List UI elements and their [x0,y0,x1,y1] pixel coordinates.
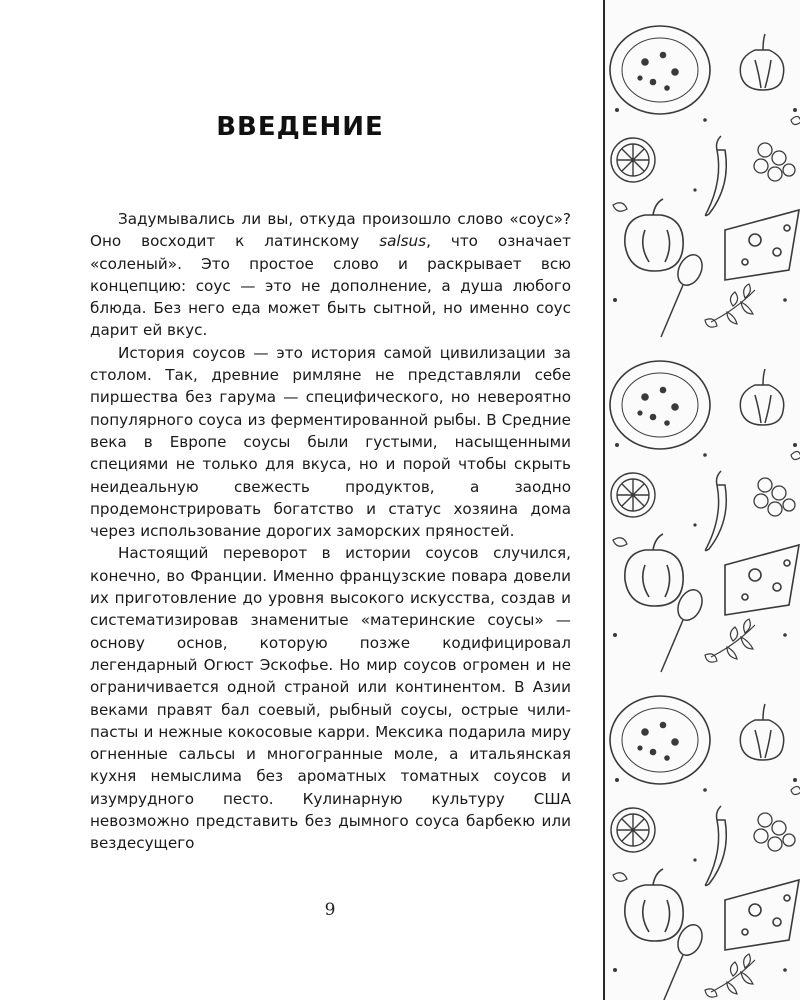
paragraph-2: История соусов — это история самой цивилизации за столом. Так, древние римляне не представляли себе пиршества без гарума — специфического, но невероятно популярного соуса из ферментированной рыбы. В Средние века в Европе соусы были густыми, насыщенными специями не только для вкуса, но и порой чтобы скрыть неидеальную свежесть продуктов, а заодно продемонстрировать богатство и статус хозяина дома через использование дорогих заморских пряностей. [90,343,571,541]
chapter-body [90,208,571,855]
paragraph-3: Настоящий переворот в истории соусов случился, конечно, во Франции. Именно французские повара довели их приготовление до уровня высокого искусства, создав и систематизировав знаменитые «материнские соусы» — основу основ, которую позже кодифицировал легендарный Огюст Эскофье. Но мир соусов огромен и не ограничивается одной страной или континентом. В Азии веками правят бал соевый, рыбный соусы, острые чили-пасты и нежные кокосовые карри. Мексика подарила миру огненные сальсы и многогранные моле, а итальянская кухня немыслима без ароматных томатных соусов и изумрудного песто. Кулинарную культуру США невозможно представить без дымного соуса барбекю или вездесущего [90,544,571,853]
paragraph-1 [90,208,571,342]
paragraph-1-text-end: , что означает «соленый». Это простое слово и раскрывает всю концепцию: соус — это не дополнение, а душа любого блюда. Без него еда может быть сытной, но именно соус дарит ей вкус. [90,232,571,340]
paragraph-1-text-start: Задумывались ли вы, откуда произошло слово «соус»? Оно восходит к латинскому [90,210,571,251]
chapter-title: ВВЕДЕНИЕ [216,112,384,142]
decorative-food-pattern [603,0,800,1000]
page-number: 9 [324,900,336,920]
latin-word: salsus [379,232,427,251]
